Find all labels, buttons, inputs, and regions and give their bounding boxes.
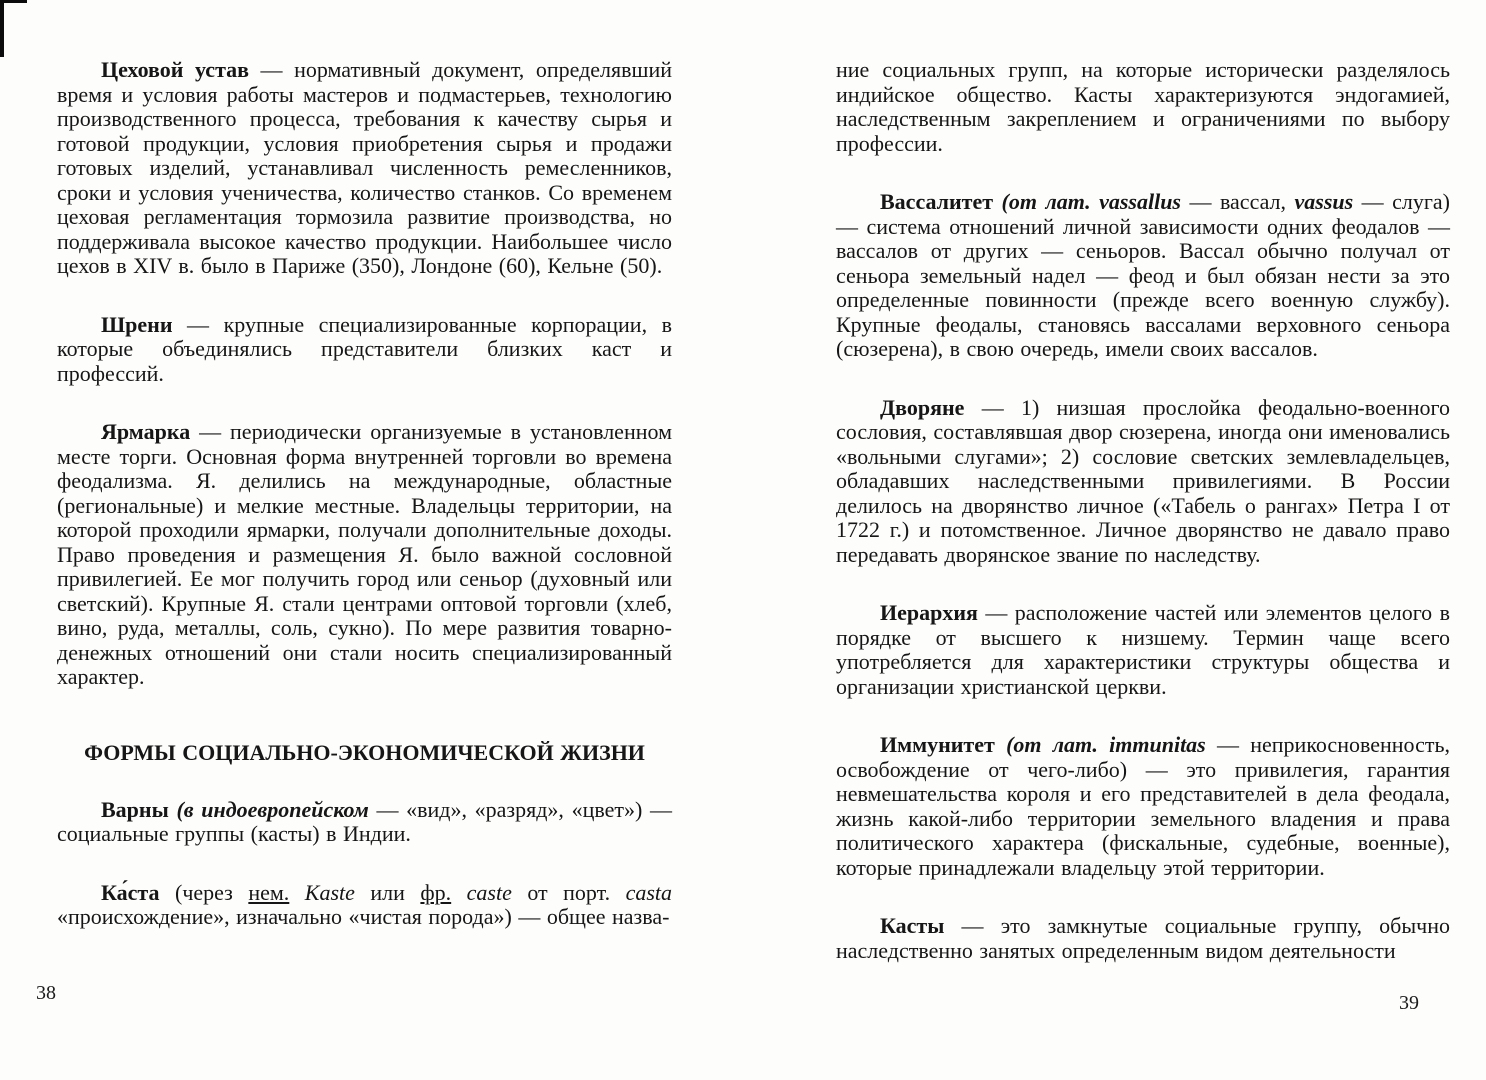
term-label: Варны bbox=[101, 796, 177, 822]
foreign-word: casta bbox=[625, 879, 673, 905]
scan-artifact-vertical bbox=[0, 0, 4, 57]
text-segment: — неприкосновенность, освобождение от чего-либо) — это привилегия, гарантия невмешательства короля и его представителей в дела феодала, жизнь какой-либо территории земельного владения и права политического характера (фискальные, судебные, военные), которые принадлежали владельцу этой территории. bbox=[836, 732, 1451, 880]
entry-yarmarka bbox=[57, 420, 672, 690]
entry-varny bbox=[57, 798, 672, 847]
text-segment: — нормативный документ, определявший время и условия работы мастеров и подмастерьев, технологию производственного процесса, требования к качеству сырья и готовой продукции, условия приобретения сырья и продажи готовых изделий, устанавливал численность ремесленников, сроки и условия ученичества, количество станков. Со временем цеховая регламентация тормозила развитие производства, но поддерживала высокое качество продукции. Наибольшее число цехов в XIV в. было в Париже (350), Лондоне (60), Кельне (50). bbox=[57, 57, 672, 278]
entry-kasty bbox=[836, 914, 1450, 963]
entry-immunitet bbox=[836, 733, 1450, 880]
entry-ierarkhiya bbox=[836, 601, 1450, 699]
text-segment: — расположение частей или элементов целого в порядке от высшего к низшему. Термин чаще всего употребляется для характеристики структуры общества и организации христианской церкви. bbox=[836, 600, 1450, 699]
etymology-segment: (от лат. immunitas bbox=[1006, 732, 1206, 757]
term-label: Цеховой устав bbox=[101, 57, 250, 82]
language-abbr: нем. bbox=[248, 879, 290, 905]
term-label: Иерархия bbox=[880, 600, 978, 625]
text-segment: (через bbox=[159, 879, 249, 905]
text-segment: — вассал, bbox=[1181, 189, 1295, 214]
term-label: Касты bbox=[880, 913, 945, 938]
foreign-word: Kaste bbox=[304, 879, 355, 905]
text-segment: или bbox=[354, 879, 421, 905]
page-left bbox=[57, 58, 672, 930]
term-label: Вассалитет bbox=[880, 189, 1002, 214]
continuation-paragraph: ние социальных групп, на которые исторически разделялось индийское общество. Касты характеризуются эндогамией, наследственным закреплением и ограничениями по выбору профессии. bbox=[836, 57, 1450, 156]
entry-vassalitet bbox=[836, 190, 1450, 362]
text-segment: от порт. bbox=[511, 879, 626, 905]
term-label: Дворяне bbox=[880, 394, 965, 420]
text-segment bbox=[289, 880, 304, 905]
language-abbr: фр. bbox=[420, 879, 452, 905]
text-segment: — 1) низшая прослойка феодально-военного сословия, составлявшая двор сюзерена, иногда они именовались «вольными слугами»; 2) сословие светских землевладельцев, обладавших наследственными привилегиями. В России делилось на дворянство личное («Табель о рангах» Петра I от 1722 г.) и потомственное. Личное дворянство не давало право передавать дворянское звание по наследству. bbox=[836, 394, 1450, 567]
entry-dvoryane bbox=[836, 396, 1450, 568]
page-number-left: 38 bbox=[36, 982, 56, 1004]
section-heading: ФОРМЫ СОЦИАЛЬНО-ЭКОНОМИЧЕСКОЙ ЖИЗНИ bbox=[84, 739, 645, 765]
foreign-word: vassus bbox=[1294, 189, 1354, 214]
entry-kasta bbox=[57, 881, 672, 930]
term-label: Ярмарка bbox=[101, 419, 191, 444]
term-label: Шрени bbox=[101, 311, 173, 337]
text-segment: — слуга) — система отношений личной зависимости одних феодалов — вассалов от других — сеньоров. Вассал обычно получал от сеньора земельный надел — феод и был обязан нести за это определенные повинности (прежде всего военную службу). Крупные феодалы, становясь вассалами верховного сеньора (сюзерена), в свою очередь, имели своих вассалов. bbox=[836, 189, 1450, 361]
text-segment: «происхождение», изначально «чистая порода») — общее назва- bbox=[57, 904, 670, 929]
term-label: Иммунитет bbox=[880, 732, 1007, 757]
text-segment: — «вид», «разряд», «цвет») — социальные группы (касты) в Индии. bbox=[57, 796, 672, 846]
page-number-right: 39 bbox=[1399, 992, 1419, 1014]
text-segment: — это замкнутые социальные группу, обычно наследственно занятых определенным видом деятельности bbox=[836, 913, 1450, 963]
etymology-segment: (от лат. vassallus bbox=[1001, 189, 1181, 214]
entry-shreni bbox=[57, 313, 672, 387]
page-right bbox=[836, 58, 1450, 963]
foreign-word: caste bbox=[466, 879, 512, 905]
text-segment bbox=[451, 880, 466, 905]
text-segment: — крупные специализированные корпорации, в которые объединялись представители близких каст и профессий. bbox=[57, 311, 672, 386]
text-segment: — периодически организуемые в установленном месте торги. Основная форма внутренней торговли во времена феодализма. Я. делились на международные, областные (региональные) и мелкие местные. Владельцы территории, на которой проходили ярмарки, получали дополнительные доходы. Право проведения и размещения Я. было важной сословной привилегией. Ее мог получить город или сеньор (духовный или светский). Крупные Я. стали центрами оптовой торговли (хлеб, вино, руда, металлы, соль, сукно). По мере развития товарно-денежных отношений они стали носить специализированный характер. bbox=[57, 419, 672, 689]
entry-tsekhovoy-ustav bbox=[57, 58, 672, 279]
scan-artifact-horizontal bbox=[0, 0, 27, 3]
term-label: Ка́ста bbox=[101, 879, 160, 905]
etymology-segment: (в индоевропейском bbox=[176, 796, 369, 822]
